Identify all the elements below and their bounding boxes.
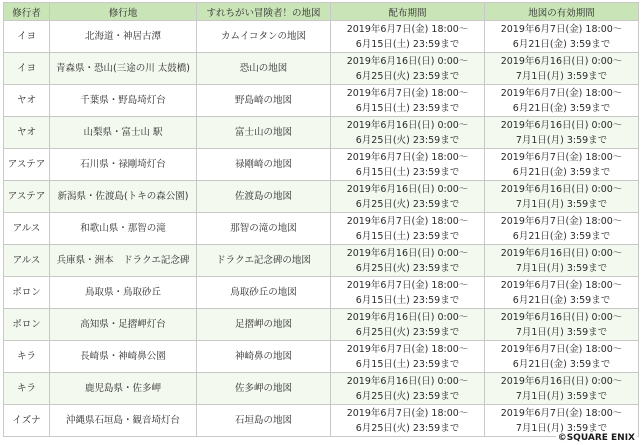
cell-location: 鹿児島県・佐多岬 xyxy=(50,373,197,405)
cell-distribution-period xyxy=(331,405,485,437)
cell-validity-period-start: 2019年6月16日(日) 0:00～ xyxy=(500,375,623,387)
cell-distribution-period xyxy=(331,117,485,149)
cell-validity-period-end: 6月21日(金) 3:59まで xyxy=(512,166,611,178)
cell-distribution-period xyxy=(331,53,485,85)
cell-validity-period-start: 2019年6月7日(金) 18:00～ xyxy=(500,23,623,35)
cell-distribution-period-start: 2019年6月7日(金) 18:00～ xyxy=(346,87,469,99)
cell-location: 鳥取県・鳥取砂丘 xyxy=(50,277,197,309)
table-row xyxy=(4,213,639,245)
cell-distribution-period xyxy=(331,149,485,181)
cell-distribution-period-start: 2019年6月7日(金) 18:00～ xyxy=(346,279,469,291)
cell-distribution-period-start: 2019年6月7日(金) 18:00～ xyxy=(346,151,469,163)
cell-distribution-period-end: 6月25日(火) 23:59まで xyxy=(355,422,460,434)
cell-distribution-period-start: 2019年6月7日(金) 18:00～ xyxy=(346,215,469,227)
cell-map: 那智の滝の地図 xyxy=(197,213,331,245)
cell-distribution-period-end: 6月15日(土) 23:59まで xyxy=(355,294,460,306)
map-distribution-table xyxy=(3,2,639,437)
cell-validity-period xyxy=(485,245,639,277)
cell-distribution-period-start: 2019年6月7日(金) 18:00～ xyxy=(346,407,469,419)
cell-trainer: アルス xyxy=(4,213,50,245)
cell-trainer: イズナ xyxy=(4,405,50,437)
cell-validity-period-end: 6月21日(金) 3:59まで xyxy=(512,358,611,370)
table-row xyxy=(4,53,639,85)
cell-trainer: アルス xyxy=(4,245,50,277)
cell-distribution-period-end: 6月25日(火) 23:59まで xyxy=(355,70,460,82)
cell-validity-period xyxy=(485,181,639,213)
cell-distribution-period-start: 2019年6月16日(日) 0:00～ xyxy=(346,183,469,195)
cell-validity-period-end: 7月1日(月) 3:59まで xyxy=(515,70,608,82)
cell-distribution-period-start: 2019年6月16日(日) 0:00～ xyxy=(346,375,469,387)
cell-validity-period xyxy=(485,117,639,149)
cell-map: 佐渡島の地図 xyxy=(197,181,331,213)
table-row xyxy=(4,181,639,213)
cell-distribution-period-start: 2019年6月16日(日) 0:00～ xyxy=(346,311,469,323)
header-distribution-period: 配布期間 xyxy=(331,3,485,21)
cell-validity-period-start: 2019年6月16日(日) 0:00～ xyxy=(500,247,623,259)
cell-validity-period-start: 2019年6月16日(日) 0:00～ xyxy=(500,55,623,67)
table-row xyxy=(4,341,639,373)
cell-location: 沖縄県石垣島・観音埼灯台 xyxy=(50,405,197,437)
table-row xyxy=(4,277,639,309)
cell-location: 新潟県・佐渡島(トキの森公園) xyxy=(50,181,197,213)
cell-validity-period-end: 6月21日(金) 3:59まで xyxy=(512,230,611,242)
cell-trainer: イヨ xyxy=(4,21,50,53)
header-map: すれちがい冒険者！の地図 xyxy=(197,3,331,21)
cell-validity-period xyxy=(485,341,639,373)
header-trainer: 修行者 xyxy=(4,3,50,21)
table-row xyxy=(4,309,639,341)
cell-validity-period xyxy=(485,85,639,117)
cell-validity-period xyxy=(485,21,639,53)
cell-validity-period xyxy=(485,53,639,85)
table-row xyxy=(4,149,639,181)
cell-validity-period-start: 2019年6月7日(金) 18:00～ xyxy=(500,407,623,419)
cell-location: 長崎県・神崎鼻公園 xyxy=(50,341,197,373)
header-location: 修行地 xyxy=(50,3,197,21)
cell-distribution-period xyxy=(331,277,485,309)
cell-distribution-period xyxy=(331,245,485,277)
cell-validity-period xyxy=(485,149,639,181)
cell-validity-period-start: 2019年6月7日(金) 18:00～ xyxy=(500,87,623,99)
cell-location: 山梨県・富士山 駅 xyxy=(50,117,197,149)
cell-distribution-period-start: 2019年6月16日(日) 0:00～ xyxy=(346,55,469,67)
cell-location: 石川県・禄剛埼灯台 xyxy=(50,149,197,181)
cell-trainer: ヤオ xyxy=(4,117,50,149)
cell-distribution-period xyxy=(331,309,485,341)
cell-validity-period-end: 6月21日(金) 3:59まで xyxy=(512,102,611,114)
cell-distribution-period xyxy=(331,213,485,245)
cell-validity-period-start: 2019年6月16日(日) 0:00～ xyxy=(500,183,623,195)
cell-map: 野島崎の地図 xyxy=(197,85,331,117)
table-row xyxy=(4,245,639,277)
cell-trainer: ポロン xyxy=(4,309,50,341)
cell-distribution-period-start: 2019年6月7日(金) 18:00～ xyxy=(346,343,469,355)
cell-distribution-period xyxy=(331,373,485,405)
cell-validity-period-start: 2019年6月7日(金) 18:00～ xyxy=(500,215,623,227)
table-body xyxy=(4,21,639,437)
cell-validity-period-end: 7月1日(月) 3:59まで xyxy=(515,390,608,402)
cell-distribution-period-end: 6月15日(土) 23:59まで xyxy=(355,102,460,114)
cell-validity-period-start: 2019年6月16日(日) 0:00～ xyxy=(500,119,623,131)
cell-map: 石垣島の地図 xyxy=(197,405,331,437)
cell-location: 北海道・神居古潭 xyxy=(50,21,197,53)
cell-validity-period-end: 7月1日(月) 3:59まで xyxy=(515,262,608,274)
cell-map: 恐山の地図 xyxy=(197,53,331,85)
cell-validity-period xyxy=(485,405,639,437)
cell-trainer: ポロン xyxy=(4,277,50,309)
cell-distribution-period-start: 2019年6月7日(金) 18:00～ xyxy=(346,23,469,35)
table-row xyxy=(4,373,639,405)
cell-distribution-period-end: 6月25日(火) 23:59まで xyxy=(355,198,460,210)
cell-validity-period xyxy=(485,373,639,405)
cell-distribution-period-end: 6月15日(土) 23:59まで xyxy=(355,230,460,242)
cell-trainer: ヤオ xyxy=(4,85,50,117)
cell-trainer: アステア xyxy=(4,149,50,181)
cell-distribution-period-end: 6月25日(火) 23:59まで xyxy=(355,262,460,274)
cell-map: カムイコタンの地図 xyxy=(197,21,331,53)
table-row xyxy=(4,117,639,149)
cell-map: 禄剛崎の地図 xyxy=(197,149,331,181)
cell-distribution-period xyxy=(331,341,485,373)
cell-validity-period xyxy=(485,277,639,309)
cell-validity-period-end: 6月21日(金) 3:59まで xyxy=(512,38,611,50)
cell-location: 千葉県・野島埼灯台 xyxy=(50,85,197,117)
cell-map: 神崎鼻の地図 xyxy=(197,341,331,373)
table-header-row xyxy=(4,3,639,21)
cell-validity-period-end: 7月1日(月) 3:59まで xyxy=(515,326,608,338)
cell-trainer: キラ xyxy=(4,341,50,373)
cell-map: 鳥取砂丘の地図 xyxy=(197,277,331,309)
cell-map: 佐多岬の地図 xyxy=(197,373,331,405)
copyright-notice: ©SQUARE ENIX xyxy=(557,433,635,443)
cell-distribution-period xyxy=(331,181,485,213)
header-map-validity-period: 地図の有効期間 xyxy=(485,3,639,21)
cell-validity-period-start: 2019年6月7日(金) 18:00～ xyxy=(500,151,623,163)
cell-validity-period-end: 7月1日(月) 3:59まで xyxy=(515,198,608,210)
cell-distribution-period-end: 6月25日(火) 23:59まで xyxy=(355,134,460,146)
table-row xyxy=(4,85,639,117)
cell-validity-period-start: 2019年6月16日(日) 0:00～ xyxy=(500,311,623,323)
cell-location: 高知県・足摺岬灯台 xyxy=(50,309,197,341)
cell-map: ドラクエ記念碑の地図 xyxy=(197,245,331,277)
cell-distribution-period-end: 6月15日(土) 23:59まで xyxy=(355,38,460,50)
cell-validity-period-start: 2019年6月7日(金) 18:00～ xyxy=(500,279,623,291)
cell-distribution-period-start: 2019年6月16日(日) 0:00～ xyxy=(346,119,469,131)
cell-validity-period-end: 7月1日(月) 3:59まで xyxy=(515,422,608,434)
cell-validity-period xyxy=(485,213,639,245)
cell-trainer: イヨ xyxy=(4,53,50,85)
cell-distribution-period-end: 6月25日(火) 23:59まで xyxy=(355,390,460,402)
cell-distribution-period-end: 6月15日(土) 23:59まで xyxy=(355,166,460,178)
cell-distribution-period-end: 6月25日(火) 23:59まで xyxy=(355,326,460,338)
cell-location: 和歌山県・那智の滝 xyxy=(50,213,197,245)
cell-map: 富士山の地図 xyxy=(197,117,331,149)
cell-distribution-period xyxy=(331,21,485,53)
table-row xyxy=(4,21,639,53)
cell-distribution-period-end: 6月15日(土) 23:59まで xyxy=(355,358,460,370)
cell-validity-period-end: 6月21日(金) 3:59まで xyxy=(512,294,611,306)
cell-trainer: キラ xyxy=(4,373,50,405)
cell-map: 足摺岬の地図 xyxy=(197,309,331,341)
cell-distribution-period-start: 2019年6月16日(日) 0:00～ xyxy=(346,247,469,259)
table-row xyxy=(4,405,639,437)
cell-distribution-period xyxy=(331,85,485,117)
cell-validity-period-end: 7月1日(月) 3:59まで xyxy=(515,134,608,146)
cell-location: 兵庫県・洲本 ドラクエ記念碑 xyxy=(50,245,197,277)
cell-location: 青森県・恐山(三途の川 太鼓橋) xyxy=(50,53,197,85)
cell-trainer: アステア xyxy=(4,181,50,213)
cell-validity-period xyxy=(485,309,639,341)
cell-validity-period-start: 2019年6月7日(金) 18:00～ xyxy=(500,343,623,355)
